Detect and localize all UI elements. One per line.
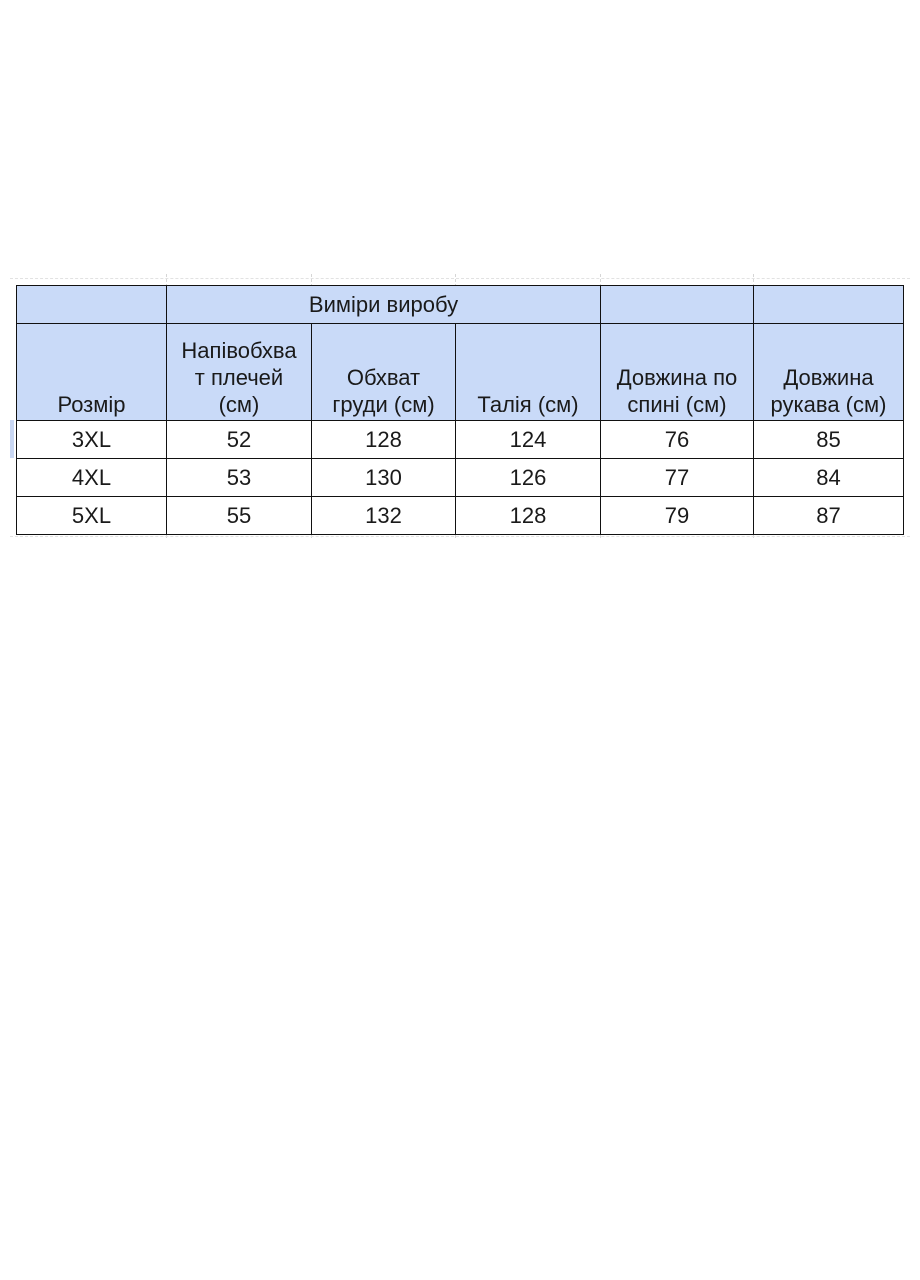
table-cell: 53 — [167, 459, 312, 497]
table-cell: 124 — [456, 421, 601, 459]
table-cell: 77 — [601, 459, 754, 497]
header-text: (см) — [218, 392, 260, 417]
group-title: Виміри виробу — [167, 286, 601, 324]
header-text: Довжина — [783, 365, 874, 390]
size-cell: 5XL — [17, 497, 167, 535]
table-row — [17, 459, 904, 497]
size-chart-table — [16, 285, 904, 535]
table-cell: 87 — [754, 497, 904, 535]
header-text: Розмір — [57, 392, 126, 417]
header-text: Обхват — [346, 365, 421, 390]
table-cell: 55 — [167, 497, 312, 535]
table-cell: 76 — [601, 421, 754, 459]
table-row — [17, 421, 904, 459]
header-text: рукава (см) — [770, 392, 887, 417]
table-cell: 130 — [312, 459, 456, 497]
header-back-length — [601, 324, 754, 421]
table-cell: 85 — [754, 421, 904, 459]
header-waist — [456, 324, 601, 421]
header-empty-cell — [17, 286, 167, 324]
grid-line — [10, 536, 910, 537]
grid-line — [10, 278, 910, 279]
row-selection-marker — [10, 420, 14, 458]
header-empty-cell — [601, 286, 754, 324]
table-cell: 126 — [456, 459, 601, 497]
table-cell: 128 — [456, 497, 601, 535]
header-chest — [312, 324, 456, 421]
header-text: т плечей — [194, 365, 284, 390]
table-cell: 84 — [754, 459, 904, 497]
table-cell: 128 — [312, 421, 456, 459]
table-row — [17, 497, 904, 535]
table-cell: 132 — [312, 497, 456, 535]
column-header-row — [17, 324, 904, 421]
header-half-shoulder — [167, 324, 312, 421]
table-cell: 79 — [601, 497, 754, 535]
size-cell: 3XL — [17, 421, 167, 459]
header-size — [17, 324, 167, 421]
header-text: груди (см) — [332, 392, 435, 417]
table-cell: 52 — [167, 421, 312, 459]
header-text: спині (см) — [627, 392, 727, 417]
size-cell: 4XL — [17, 459, 167, 497]
header-text: Довжина по — [616, 365, 738, 390]
group-header-row — [17, 286, 904, 324]
header-text: Напівобхва — [181, 338, 297, 363]
header-empty-cell — [754, 286, 904, 324]
header-sleeve-length — [754, 324, 904, 421]
header-text: Талія (см) — [477, 392, 579, 417]
